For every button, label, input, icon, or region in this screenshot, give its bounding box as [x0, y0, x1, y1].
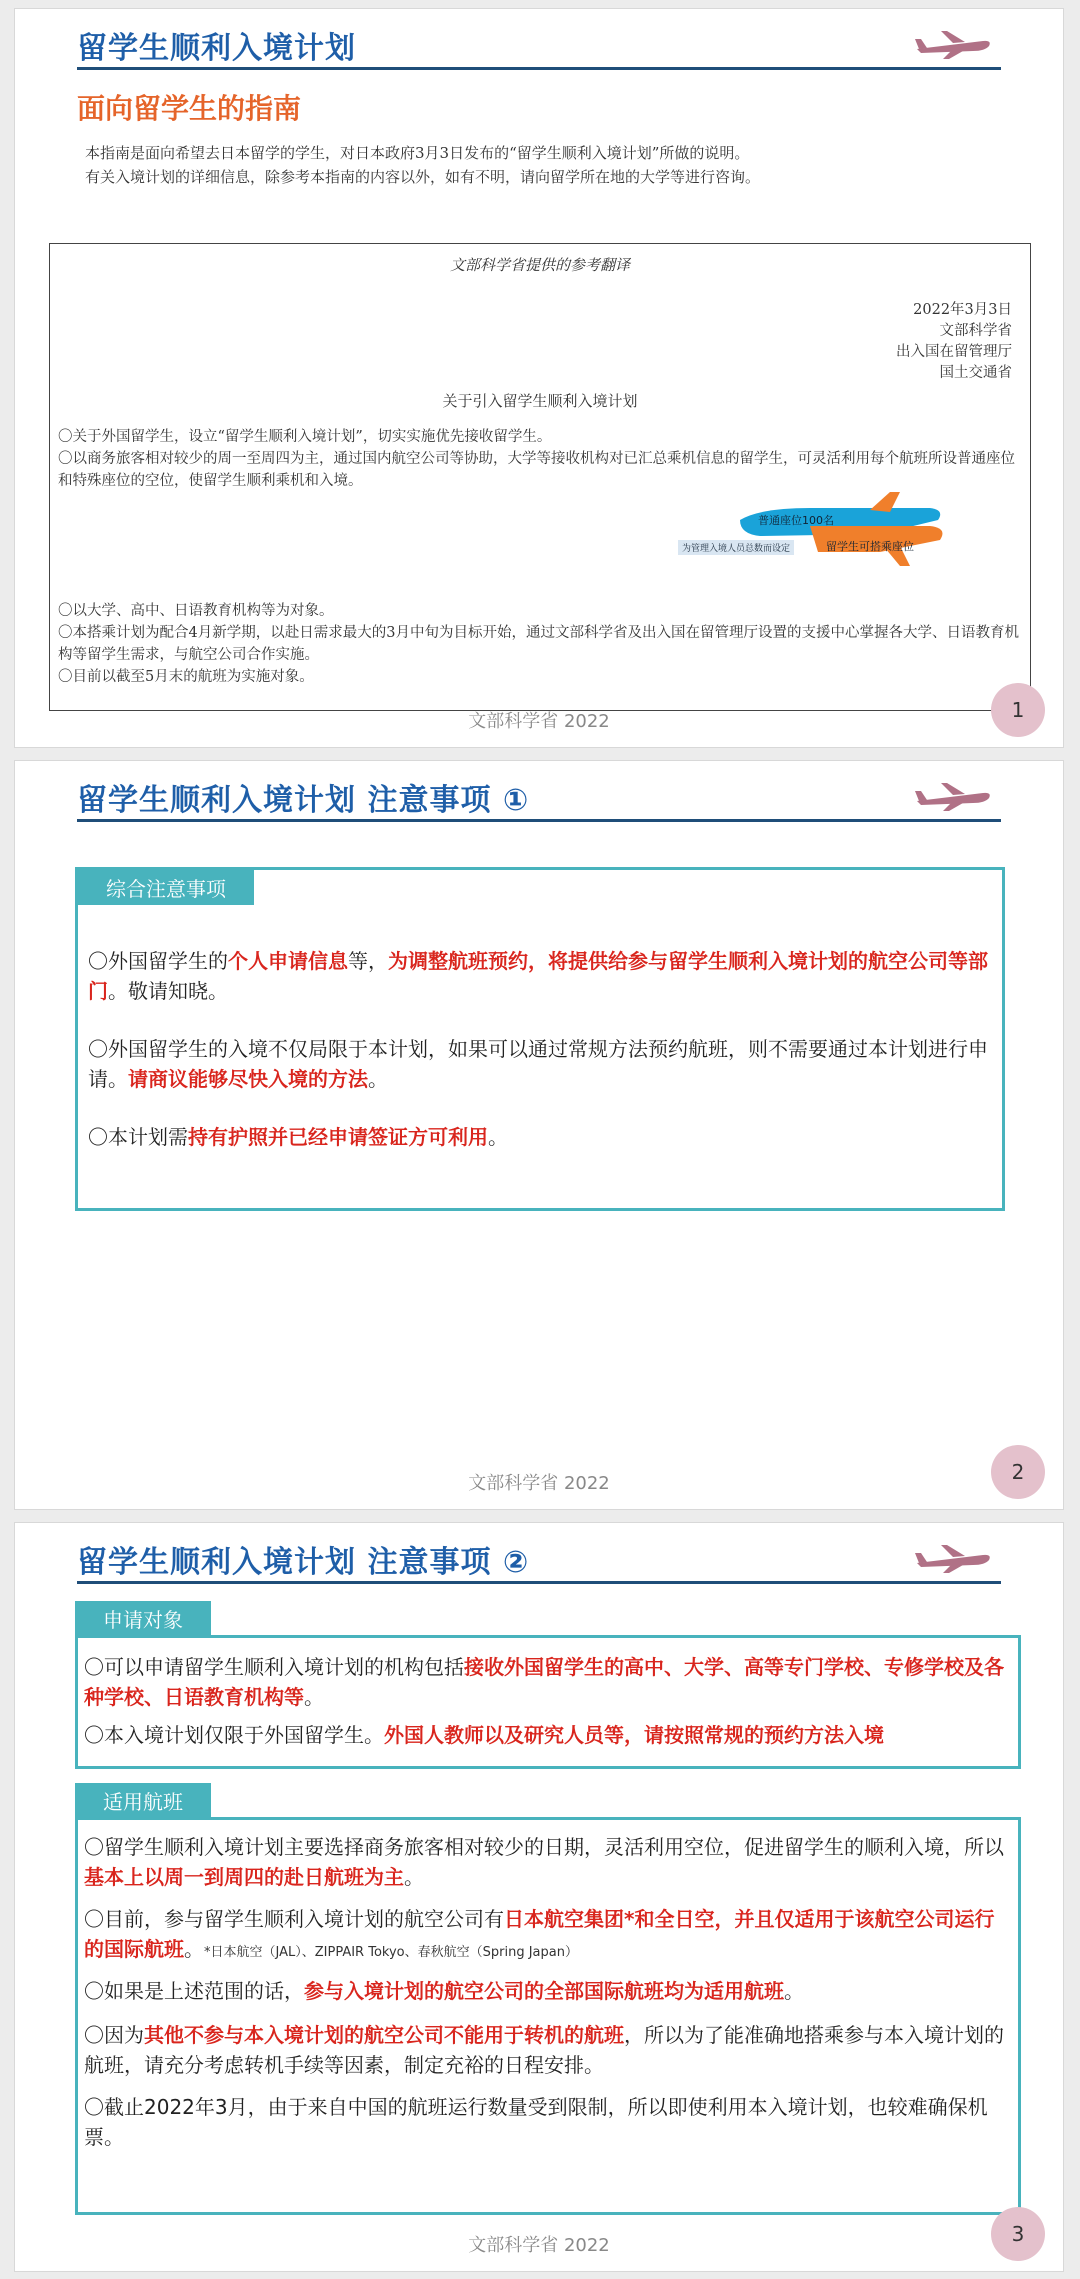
notice-date: 2022年3月3日	[913, 302, 1012, 318]
text: 。	[184, 1937, 204, 1961]
text: 。	[404, 1865, 424, 1889]
tab-general-notes: 综合注意事项	[78, 870, 254, 905]
seat-label-student: 留学生可搭乘座位	[826, 540, 914, 553]
text: 〇本计划需	[88, 1125, 188, 1149]
airplane-icon	[913, 779, 993, 813]
intro-line: 本指南是面向希望去日本留学的学生，对日本政府3月3日发布的“留学生顺利入境计划”所做的说明。	[85, 144, 750, 162]
text: 〇外国留学生的	[88, 949, 228, 973]
notice-paragraph: 〇关于外国留学生，设立“留学生顺利入境计划”，切实实施优先接收留学生。	[58, 429, 552, 445]
highlight: 外国人教师以及研究人员等，请按照常规的预约方法入境	[384, 1723, 884, 1747]
text: 〇本入境计划仅限于外国留学生。	[84, 1723, 384, 1747]
slide-title: 留学生顺利入境计划	[77, 31, 356, 66]
highlight: 为调整航班预约，将提供给参与留学生顺利入境计划的航空公司等部门	[88, 949, 988, 1003]
footer-text: 文部科学省 2022	[468, 711, 610, 732]
text: 〇外国留学生的入境不仅局限于本计划，如果可以通过常规方法预约航班，则不需要通过本计划进行申请。	[88, 1037, 988, 1091]
text: 。	[368, 1067, 388, 1091]
notice-title: 关于引入留学生顺利入境计划	[442, 392, 638, 410]
highlight: 接收外国留学生的高中、大学、高等专门学校、专修学校及各种学校、日语教育机构等	[84, 1655, 1004, 1709]
page-subtitle: 面向留学生的指南	[77, 92, 302, 125]
slide-2	[14, 760, 1064, 1510]
seat-label-note: 为管理入境人员总数而设定	[678, 540, 794, 555]
footer-text: 文部科学省 2022	[468, 1473, 610, 1494]
highlight: 请商议能够尽快入境的方法	[128, 1067, 368, 1091]
notice-document	[49, 243, 1031, 711]
title-underline	[77, 1581, 1001, 1584]
issuer: 文部科学省	[939, 323, 1012, 339]
note-paragraph	[88, 1034, 988, 1094]
notice-paragraph: 〇以商务旅客相对较少的周一至周四为主，通过国内航空公司等协助，大学等接收机构对已汇总乘机信息的留学生，可灵活利用每个航班所设普通座位和特殊座位的空位，使留学生顺利乘机和入境。	[58, 451, 1015, 489]
flight-paragraph: 〇截止2022年3月，由于来自中国的航班运行数量受到限制，所以即使利用本入境计划，也较难确保机票。	[84, 2095, 988, 2149]
flight-paragraph	[84, 2020, 1012, 2080]
slide-3	[14, 1522, 1064, 2272]
slide-title: 留学生顺利入境计划 注意事项 ①	[77, 783, 530, 818]
highlight: 日本航空集团*和全日空，并且仅适用于该航空公司运行的国际航班	[84, 1907, 995, 1961]
slide-title: 留学生顺利入境计划 注意事项 ②	[77, 1545, 530, 1580]
airplane-icon	[913, 1541, 993, 1575]
issuer: 出入国在留管理厅	[896, 344, 1012, 360]
text: 〇如果是上述范围的话，	[84, 1979, 304, 2003]
applicable-flights-box	[75, 1817, 1021, 2215]
notice-paragraph: 〇以大学、高中、日语教育机构等为对象。	[58, 603, 334, 619]
highlight: 持有护照并已经申请签证方可利用	[188, 1125, 488, 1149]
page-number: 3	[991, 2207, 1045, 2261]
notice-paragraph: 〇本搭乘计划为配合4月新学期，以赴日需求最大的3月中旬为目标开始，通过文部科学省及出入国在留管理厅设置的支援中心掌握各大学、日语教育机构等留学生需求，与航空公司合作实施。	[58, 625, 1019, 663]
title-underline	[77, 67, 1001, 70]
note-paragraph	[88, 946, 988, 1006]
text: ，所以为了能准确地搭乘参与本入境计划的航班，请充分考虑转机手续等因素，制定充裕的日程安排。	[84, 2023, 1004, 2077]
text: 。	[784, 1979, 804, 2003]
text: 。敬请知晓。	[108, 979, 228, 1003]
eligibility-box	[75, 1635, 1021, 1769]
text: 等，	[348, 949, 388, 973]
flight-paragraph	[84, 1832, 1012, 1892]
issuer: 国土交通省	[939, 365, 1012, 381]
translation-caption: 文部科学省提供的参考翻译	[449, 256, 630, 274]
eligibility-paragraph	[84, 1652, 1012, 1712]
text: 。	[304, 1685, 324, 1709]
text: 〇目前，参与留学生顺利入境计划的航空公司有	[84, 1907, 504, 1931]
highlight: 基本上以周一到周四的赴日航班为主	[84, 1865, 404, 1889]
note-paragraph	[88, 1122, 988, 1152]
notice-paragraph: 〇目前以截至5月末的航班为实施对象。	[58, 669, 314, 685]
airline-footnote: *日本航空（JAL）、ZIPPAIR Tokyo、春秋航空（Spring Japan）	[204, 1945, 578, 1960]
airplane-icon	[913, 27, 993, 61]
page-number: 1	[991, 683, 1045, 737]
highlight: 参与入境计划的航空公司的全部国际航班均为适用航班	[304, 1979, 784, 2003]
text: 〇留学生顺利入境计划主要选择商务旅客相对较少的日期，灵活利用空位，促进留学生的顺利入境，所以	[84, 1835, 1004, 1859]
tab-eligibility: 申请对象	[75, 1601, 211, 1636]
issuer-block	[896, 300, 1012, 384]
general-notes-box	[75, 867, 1005, 1211]
text: 〇可以申请留学生顺利入境计划的机构包括	[84, 1655, 464, 1679]
title-underline	[77, 819, 1001, 822]
intro-text	[85, 141, 1005, 189]
page-number: 2	[991, 1445, 1045, 1499]
seat-label-regular: 普通座位100名	[758, 514, 834, 527]
seat-diagram	[682, 490, 950, 570]
highlight: 其他不参与本入境计划的航空公司不能用于转机的航班	[144, 2023, 624, 2047]
footer-text: 文部科学省 2022	[468, 2235, 610, 2256]
flight-paragraph	[84, 1976, 1012, 2006]
airplane-seat-icon	[700, 490, 950, 570]
flight-paragraph	[84, 1904, 1012, 1968]
eligibility-paragraph	[84, 1720, 1012, 1750]
tab-applicable-flights: 适用航班	[75, 1783, 211, 1818]
intro-line: 有关入境计划的详细信息，除参考本指南的内容以外，如有不明，请向留学所在地的大学等进行咨询。	[85, 168, 761, 186]
highlight: 个人申请信息	[228, 949, 348, 973]
slide-1	[14, 8, 1064, 748]
text: 〇因为	[84, 2023, 144, 2047]
text: 。	[488, 1125, 508, 1149]
